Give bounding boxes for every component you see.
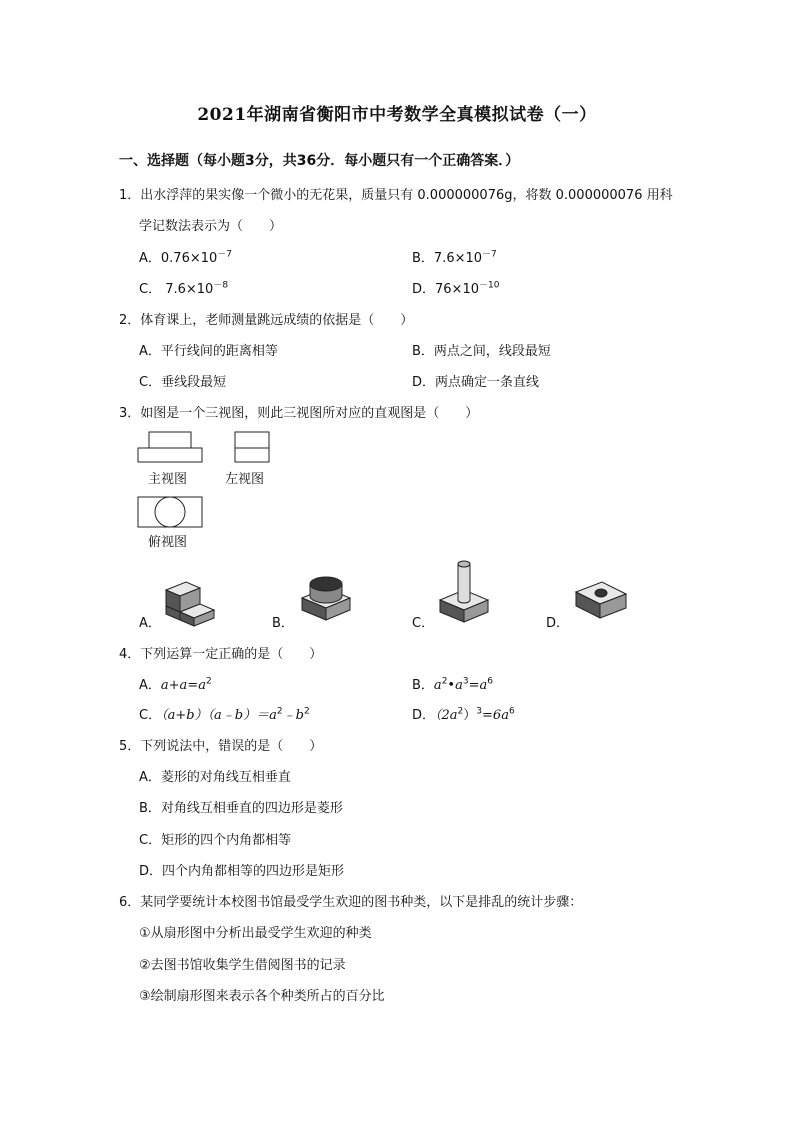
q3-option-b: B． [272, 616, 294, 631]
page-title: 2021年湖南省衡阳市中考数学全真模拟试卷（一） [197, 105, 597, 125]
q1-option-b: B．$7.6\times 10^{-7}$ [412, 249, 497, 266]
q1-option-c: C． $7.6\times 10^{-8}$ [139, 280, 229, 297]
q6-step-1: ①从扇形图中分析出最受学生欢迎的种类 [139, 926, 372, 941]
q5-option-c: C．矩形的四个内角都相等 [139, 833, 292, 848]
q3-stem: 3．如图是一个三视图，则此三视图所对应的直观图是（ ） [119, 406, 479, 421]
top-view-figure [136, 495, 206, 529]
q1-stem-line1: 1．出水浮萍的果实像一个微小的无花果，质量只有 0.000000076g，将数 0.000000076 用科 [119, 188, 673, 203]
q2-option-b: B．两点之间，线段最短 [412, 344, 551, 359]
q3-option-c: C． [412, 616, 435, 631]
q2-option-c: C．垂线段最短 [139, 375, 227, 390]
q2-option-a: A．平行线间的距离相等 [139, 344, 278, 359]
q4-option-d: D．$(2a^2)^3=6a^6$ [412, 706, 515, 723]
option-d-solid-figure [572, 576, 630, 624]
q3-option-d: D． [546, 616, 570, 631]
option-b-solid-figure [298, 568, 356, 624]
left-view-label: 左视图 [225, 472, 265, 487]
q4-option-a: A．$a+a=a^2$ [139, 676, 212, 693]
q4-option-c: C．$(a+b)(a﹣b)=a^2﹣b^2$ [139, 706, 310, 723]
q5-option-a: A．菱形的对角线互相垂直 [139, 770, 291, 785]
q1-option-a: A．$0.76\times 10^{-7}$ [139, 249, 233, 266]
section-heading: 一、选择题（每小题3分，共36分．每小题只有一个正确答案．） [119, 153, 520, 169]
q5-option-b: B．对角线互相垂直的四边形是菱形 [139, 801, 343, 816]
q4-stem: 4．下列运算一定正确的是（ ） [119, 647, 323, 662]
front-view-label: 主视图 [148, 472, 188, 487]
q6-stem: 6．某同学要统计本校图书馆最受学生欢迎的图书种类，以下是排乱的统计步骤： [119, 895, 583, 910]
left-view-figure [232, 430, 272, 466]
q5-option-d: D．四个内角都相等的四边形是矩形 [139, 864, 345, 879]
option-a-solid-figure [158, 568, 220, 626]
q5-stem: 5．下列说法中，错误的是（ ） [119, 739, 323, 754]
q3-option-a: A． [139, 616, 161, 631]
top-view-label: 俯视图 [148, 535, 188, 550]
q2-option-d: D．两点确定一条直线 [412, 375, 540, 390]
q2-stem: 2．体育课上，老师测量跳远成绩的依据是（ ） [119, 313, 414, 328]
option-c-solid-figure [434, 556, 494, 626]
q6-step-3: ③绘制扇形图来表示各个种类所占的百分比 [139, 989, 385, 1004]
q1-stem-line2: 学记数法表示为（ ） [139, 219, 283, 234]
q4-option-b: B．$a^2•a^3=a^6$ [412, 676, 493, 693]
q6-step-2: ②去图书馆收集学生借阅图书的记录 [139, 958, 346, 973]
q1-option-d: D．$76\times 10^{-10}$ [412, 280, 500, 297]
front-view-figure [136, 430, 206, 466]
